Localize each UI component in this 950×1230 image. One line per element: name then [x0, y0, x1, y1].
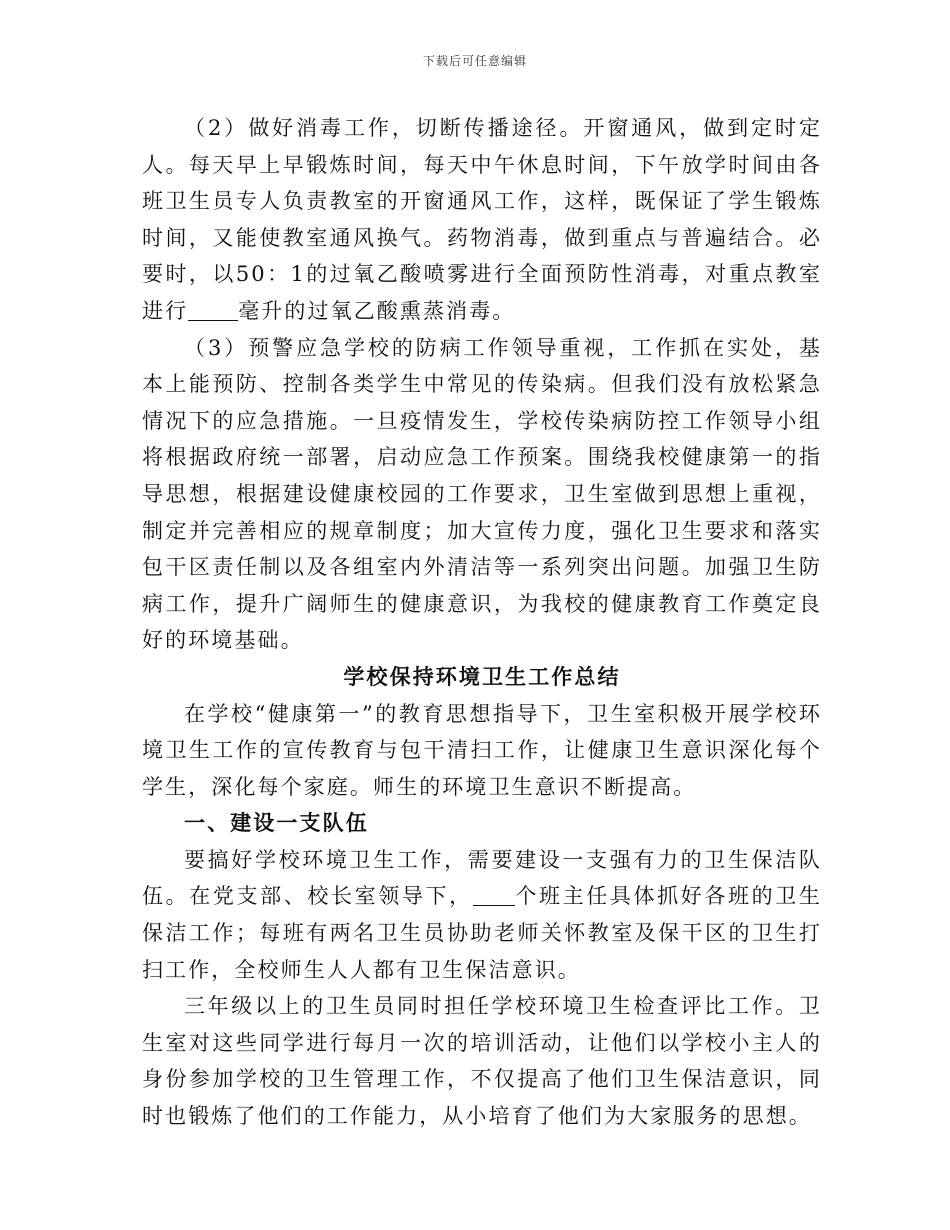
paragraph-disinfection	[142, 110, 822, 330]
paragraph-team-text: 要搞好学校环境卫生工作，需要建设一支强有力的卫生保洁队伍。在党支部、校长室领导下，	[142, 847, 822, 909]
paragraph-team-text-end: 个班主任具体抓好各班的卫生保洁工作；每班有两名卫生员协助老师关怀教室及保干区的卫生打扫工作，全校师生人人都有卫生保洁意识。	[142, 884, 822, 982]
paragraph-intro: 在学校“健康第一”的教育思想指导下，卫生室积极开展学校环境卫生工作的宣传教育与包干清扫工作，让健康卫生意识深化每个学生，深化每个家庭。师生的环境卫生意识不断提高。	[142, 701, 822, 799]
section-heading: 一、建设一支队伍	[184, 810, 369, 836]
paragraph-team	[142, 842, 822, 988]
document-title: 学校保持环境卫生工作总结	[343, 663, 621, 689]
page-header: 下载后可任意编辑	[422, 54, 527, 68]
paragraph-disinfection-text-end: 毫升的过氧乙酸熏蒸消毒。	[238, 298, 516, 323]
paragraph-disinfection-text: （2）做好消毒工作，切断传播途径。开窗通风，做到定时定人。每天早上早锻炼时间，每天中午休息时间，下午放学时间由各班卫生员专人负责教室的开窗通风工作，这样，既保证了学生锻炼时间，又能使教室通风换气。药物消毒，做到重点与普遍结合。必要时，以50：1的过氧乙酸喷雾进行全面预防性消毒，对重点教室进行	[142, 116, 822, 323]
document-body	[142, 110, 822, 1135]
fill-in-blank	[188, 300, 238, 321]
paragraph-emergency: （3）预警应急学校的防病工作领导重视，工作抓在实处，基本上能预防、控制各类学生中常见的传染病。但我们没有放松紧急情况下的应急措施。一旦疫情发生，学校传染病防控工作领导小组将根据政府统一部署，启动应急工作预案。围绕我校健康第一的指导思想，根据建设健康校园的工作要求，卫生室做到思想上重视，制定并完善相应的规章制度；加大宣传力度，强化卫生要求和落实包干区责任制以及各组室内外清洁等一系列突出问题。加强卫生防病工作，提升广阔师生的健康意识，为我校的健康教育工作奠定良好的环境基础。	[142, 335, 822, 653]
fill-in-blank	[473, 885, 515, 906]
paragraph-inspectors: 三年级以上的卫生员同时担任学校环境卫生检查评比工作。卫生室对这些同学进行每月一次的培训活动，让他们以学校小主人的身份参加学校的卫生管理工作，不仅提高了他们卫生保洁意识，同时也锻炼了他们的工作能力，从小培育了他们为大家服务的思想。	[142, 994, 822, 1129]
